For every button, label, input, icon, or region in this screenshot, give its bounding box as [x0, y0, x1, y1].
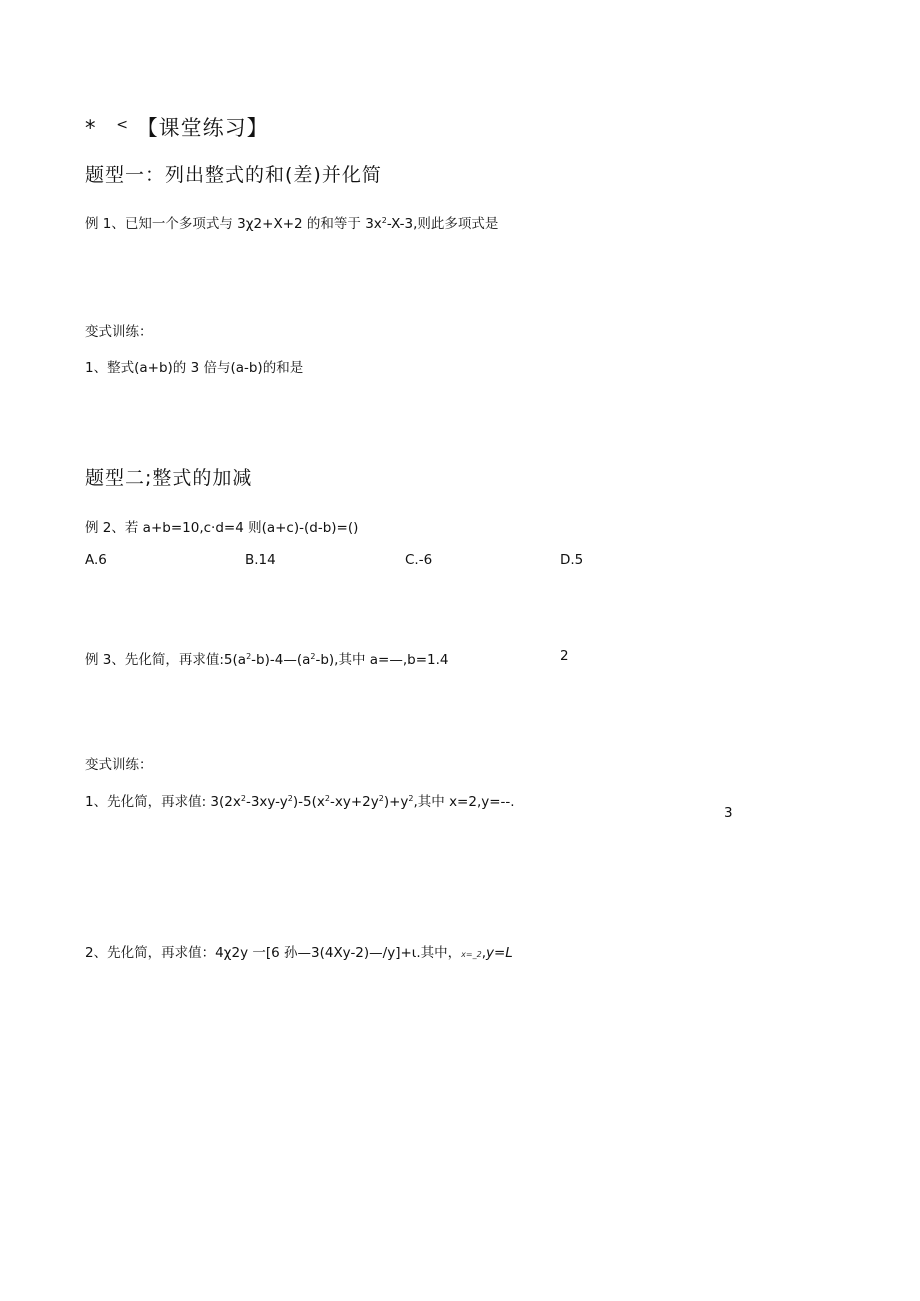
less-than-symbol: <: [116, 117, 129, 133]
example3-text: [85, 648, 449, 668]
example3-sup2: 2: [310, 652, 316, 661]
q1-part1: 1、先化简，再求值: 3(2x: [85, 794, 241, 810]
variant2-question2: [85, 941, 513, 961]
example3-part3: -b),其中 a=—,b=1.4: [315, 652, 449, 668]
star-symbol: *: [85, 116, 97, 140]
q2-comma: ,: [481, 945, 486, 961]
section-header: [85, 112, 269, 142]
example2-question: 例 2、若 a+b=10,c·d=4 则(a+c)-(d-b)=(): [85, 520, 359, 536]
option-d: D.5: [560, 552, 584, 568]
q1-sup4: 2: [378, 794, 384, 803]
example3-part2: -b)-4—(a: [251, 652, 311, 668]
q1-sup3: 2: [324, 794, 330, 803]
q2-main: 2、先化简，再求值：4χ2y 一[6 孙—3(4Xy-2)—/y]+ι.其中，: [85, 945, 462, 961]
q1-stray-number: 3: [724, 805, 733, 821]
type1-question1: 1、整式(a+b)的 3 倍与(a-b)的和是: [85, 360, 304, 376]
q2-tail: y=L: [485, 945, 513, 961]
type2-heading: 题型二;整式的加减: [85, 467, 253, 489]
section-title: 【课堂练习】: [136, 116, 269, 140]
example3-part1: 例 3、先化简，再求值:5(a: [85, 652, 247, 668]
example1-sup: 2: [381, 216, 387, 225]
example1-part2: -X-3,则此多项式是: [386, 216, 499, 232]
q1-part2: -3xy-y: [245, 794, 288, 810]
option-a: A.6: [85, 552, 107, 568]
example1-part1: 例 1、已知一个多项式与 3χ2+X+2 的和等于 3x: [85, 216, 382, 232]
q1-sup2: 2: [287, 794, 293, 803]
example1-text: [85, 212, 498, 232]
variant2-question1: [85, 790, 515, 810]
q1-sup5: 2: [408, 794, 414, 803]
q1-sup1: 2: [240, 794, 246, 803]
q2-small-condition: x=_2: [461, 950, 482, 959]
option-c: C.-6: [405, 552, 433, 568]
q1-part5: )+y: [383, 794, 409, 810]
q1-part3: )-5(x: [292, 794, 325, 810]
example3-stray-number: 2: [560, 648, 569, 664]
q1-part4: -xy+2y: [329, 794, 379, 810]
q1-part6: ,其中 x=2,y=--.: [413, 794, 515, 810]
example3-sup1: 2: [246, 652, 252, 661]
type1-heading: 题型一：列出整式的和(差)并化简: [85, 164, 382, 186]
variant-label-1: 变式训练：: [85, 324, 153, 340]
option-b: B.14: [245, 552, 276, 568]
variant-label-2: 变式训练：: [85, 757, 153, 773]
